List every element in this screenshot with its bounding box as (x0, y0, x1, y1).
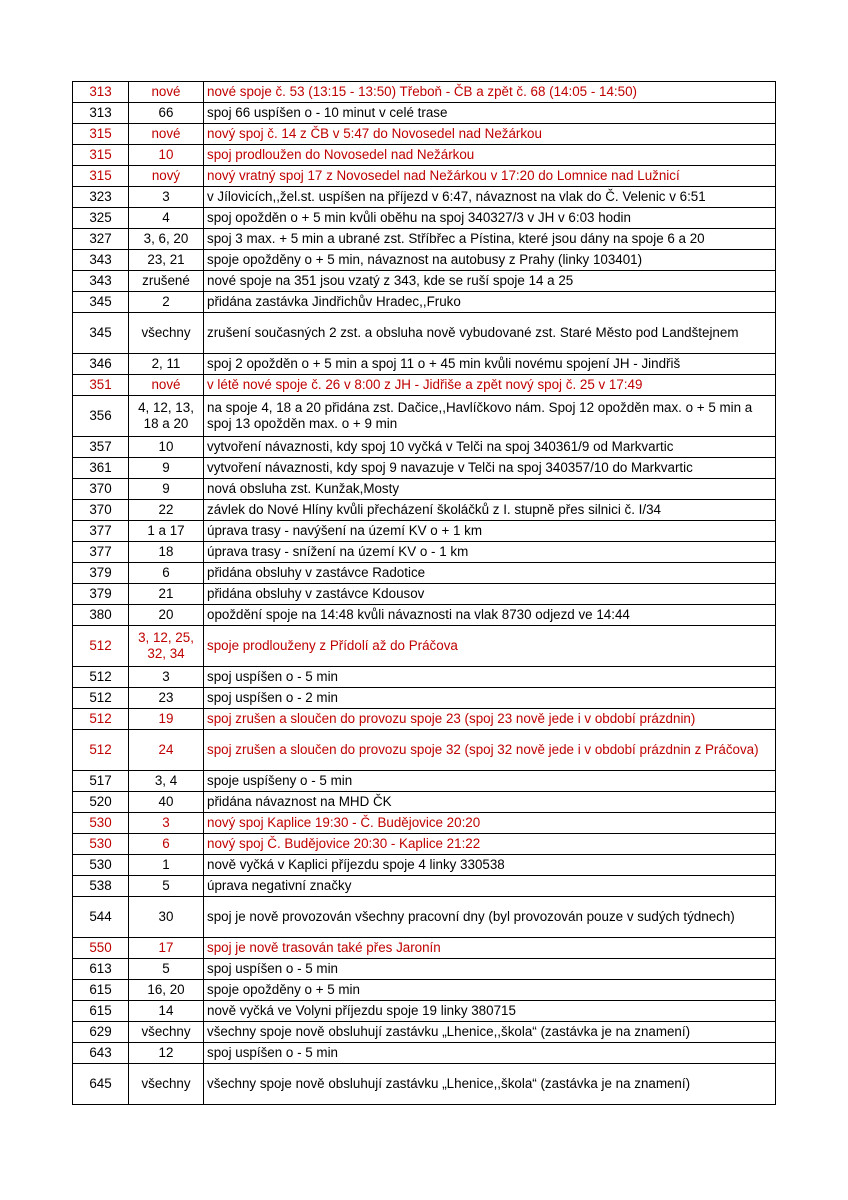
change-description-cell: spoj uspíšen o - 5 min (204, 667, 776, 688)
change-description-cell: na spoje 4, 18 a 20 přidána zst. Dačice,,Havlíčkovo nám. Spoj 12 opožděn max. o + 5 min a spoj 13 opožděn max. o + 9 min (204, 396, 776, 437)
line-number-cell: 325 (73, 208, 129, 229)
change-description-cell: spoj uspíšen o - 5 min (204, 1043, 776, 1064)
table-body (73, 82, 776, 1105)
table-row (73, 500, 776, 521)
table-row (73, 187, 776, 208)
line-number-cell: 538 (73, 876, 129, 897)
change-description-cell: spoje prodlouženy z Přídolí až do Práčova (204, 626, 776, 667)
trip-numbers-cell: 12 (129, 1043, 204, 1064)
line-number-cell: 530 (73, 813, 129, 834)
table-row (73, 124, 776, 145)
trip-numbers-cell: nový (129, 166, 204, 187)
line-number-cell: 361 (73, 458, 129, 479)
trip-numbers-cell: 22 (129, 500, 204, 521)
trip-numbers-cell: 4 (129, 208, 204, 229)
change-description-cell: úprava negativní značky (204, 876, 776, 897)
table-row (73, 730, 776, 771)
trip-numbers-cell: 30 (129, 897, 204, 938)
line-number-cell: 315 (73, 145, 129, 166)
line-number-cell: 530 (73, 855, 129, 876)
trip-numbers-cell: 18 (129, 542, 204, 563)
trip-numbers-cell: 4, 12, 13, 18 a 20 (129, 396, 204, 437)
line-number-cell: 512 (73, 709, 129, 730)
change-description-cell: nově vyčká v Kaplici příjezdu spoje 4 linky 330538 (204, 855, 776, 876)
table-row (73, 1043, 776, 1064)
timetable-changes-table (72, 81, 776, 1105)
table-row (73, 82, 776, 103)
line-number-cell: 343 (73, 250, 129, 271)
trip-numbers-cell: 10 (129, 437, 204, 458)
change-description-cell: nový spoj č. 14 z ČB v 5:47 do Novosedel nad Nežárkou (204, 124, 776, 145)
trip-numbers-cell: 6 (129, 834, 204, 855)
trip-numbers-cell: všechny (129, 313, 204, 354)
trip-numbers-cell: všechny (129, 1022, 204, 1043)
table-row (73, 855, 776, 876)
change-description-cell: spoj 3 max. + 5 min a ubrané zst. Stříbřec a Pístina, které jsou dány na spoje 6 a 20 (204, 229, 776, 250)
change-description-cell: v létě nové spoje č. 26 v 8:00 z JH - Jidřiše a zpět nový spoj č. 25 v 17:49 (204, 375, 776, 396)
table-row (73, 1001, 776, 1022)
line-number-cell: 643 (73, 1043, 129, 1064)
trip-numbers-cell: 1 (129, 855, 204, 876)
table-row (73, 313, 776, 354)
line-number-cell: 357 (73, 437, 129, 458)
table-row (73, 208, 776, 229)
change-description-cell: spoje opožděny o + 5 min (204, 980, 776, 1001)
change-description-cell: spoj opožděn o + 5 min kvůli oběhu na spoj 340327/3 v JH v 6:03 hodin (204, 208, 776, 229)
change-description-cell: úprava trasy - navýšení na území KV o + 1 km (204, 521, 776, 542)
line-number-cell: 380 (73, 605, 129, 626)
table-row (73, 813, 776, 834)
line-number-cell: 351 (73, 375, 129, 396)
trip-numbers-cell: 23, 21 (129, 250, 204, 271)
table-row (73, 667, 776, 688)
trip-numbers-cell: všechny (129, 1064, 204, 1105)
change-description-cell: spoj 66 uspíšen o - 10 minut v celé trase (204, 103, 776, 124)
trip-numbers-cell: zrušené (129, 271, 204, 292)
line-number-cell: 327 (73, 229, 129, 250)
change-description-cell: nové spoje na 351 jsou vzatý z 343, kde se ruší spoje 14 a 25 (204, 271, 776, 292)
change-description-cell: spoj je nově trasován také přes Jaronín (204, 938, 776, 959)
trip-numbers-cell: 40 (129, 792, 204, 813)
line-number-cell: 645 (73, 1064, 129, 1105)
line-number-cell: 377 (73, 542, 129, 563)
line-number-cell: 313 (73, 103, 129, 124)
table-row (73, 980, 776, 1001)
trip-numbers-cell: 3 (129, 667, 204, 688)
change-description-cell: přidána obsluhy v zastávce Kdousov (204, 584, 776, 605)
trip-numbers-cell: 1 a 17 (129, 521, 204, 542)
table-row (73, 271, 776, 292)
line-number-cell: 379 (73, 584, 129, 605)
table-row (73, 292, 776, 313)
line-number-cell: 370 (73, 479, 129, 500)
change-description-cell: v Jílovicích,,žel.st. uspíšen na příjezd v 6:47, návaznost na vlak do Č. Velenic v 6:51 (204, 187, 776, 208)
table-row (73, 396, 776, 437)
line-number-cell: 377 (73, 521, 129, 542)
line-number-cell: 512 (73, 667, 129, 688)
line-number-cell: 512 (73, 626, 129, 667)
table-row (73, 771, 776, 792)
change-description-cell: nová obsluha zst. Kunžak,Mosty (204, 479, 776, 500)
line-number-cell: 530 (73, 834, 129, 855)
change-description-cell: spoj uspíšen o - 5 min (204, 959, 776, 980)
line-number-cell: 370 (73, 500, 129, 521)
table-row (73, 103, 776, 124)
table-row (73, 458, 776, 479)
line-number-cell: 356 (73, 396, 129, 437)
change-description-cell: spoj prodloužen do Novosedel nad Nežárkou (204, 145, 776, 166)
line-number-cell: 517 (73, 771, 129, 792)
trip-numbers-cell: 10 (129, 145, 204, 166)
line-number-cell: 343 (73, 271, 129, 292)
change-description-cell: nově vyčká ve Volyni příjezdu spoje 19 linky 380715 (204, 1001, 776, 1022)
trip-numbers-cell: 3, 6, 20 (129, 229, 204, 250)
trip-numbers-cell: 3 (129, 187, 204, 208)
trip-numbers-cell: 24 (129, 730, 204, 771)
trip-numbers-cell: 5 (129, 876, 204, 897)
trip-numbers-cell: 5 (129, 959, 204, 980)
table-row (73, 354, 776, 375)
trip-numbers-cell: 19 (129, 709, 204, 730)
table-row (73, 521, 776, 542)
change-description-cell: spoj 2 opožděn o + 5 min a spoj 11 o + 45 min kvůli novému spojení JH - Jindřiš (204, 354, 776, 375)
table-row (73, 605, 776, 626)
trip-numbers-cell: 20 (129, 605, 204, 626)
trip-numbers-cell: 9 (129, 458, 204, 479)
line-number-cell: 512 (73, 730, 129, 771)
change-description-cell: nový vratný spoj 17 z Novosedel nad Nežárkou v 17:20 do Lomnice nad Lužnicí (204, 166, 776, 187)
change-description-cell: přidána návaznost na MHD ČK (204, 792, 776, 813)
trip-numbers-cell: 17 (129, 938, 204, 959)
change-description-cell: spoje uspíšeny o - 5 min (204, 771, 776, 792)
trip-numbers-cell: 9 (129, 479, 204, 500)
line-number-cell: 520 (73, 792, 129, 813)
trip-numbers-cell: 2 (129, 292, 204, 313)
trip-numbers-cell: 2, 11 (129, 354, 204, 375)
change-description-cell: úprava trasy - snížení na území KV o - 1 km (204, 542, 776, 563)
change-description-cell: spoj je nově provozován všechny pracovní dny (byl provozován pouze v sudých týdnech) (204, 897, 776, 938)
change-description-cell: všechny spoje nově obsluhují zastávku „Lhenice,,škola“ (zastávka je na znamení) (204, 1022, 776, 1043)
table-row (73, 709, 776, 730)
table-row (73, 584, 776, 605)
change-description-cell: závlek do Nové Hlíny kvůli přecházení školáčků z I. stupně přes silnici č. I/34 (204, 500, 776, 521)
table-row (73, 876, 776, 897)
change-description-cell: všechny spoje nově obsluhují zastávku „Lhenice,,škola“ (zastávka je na znamení) (204, 1064, 776, 1105)
trip-numbers-cell: 66 (129, 103, 204, 124)
change-description-cell: spoj zrušen a sloučen do provozu spoje 23 (spoj 23 nově jede i v období prázdnin) (204, 709, 776, 730)
line-number-cell: 615 (73, 1001, 129, 1022)
trip-numbers-cell: 3 (129, 813, 204, 834)
change-description-cell: spoj uspíšen o - 2 min (204, 688, 776, 709)
table-row (73, 479, 776, 500)
table-row (73, 792, 776, 813)
change-description-cell: nový spoj Kaplice 19:30 - Č. Budějovice 20:20 (204, 813, 776, 834)
trip-numbers-cell: nové (129, 375, 204, 396)
line-number-cell: 613 (73, 959, 129, 980)
trip-numbers-cell: 23 (129, 688, 204, 709)
line-number-cell: 313 (73, 82, 129, 103)
table-row (73, 229, 776, 250)
table-row (73, 959, 776, 980)
trip-numbers-cell: 14 (129, 1001, 204, 1022)
table-row (73, 563, 776, 584)
table-row (73, 1064, 776, 1105)
line-number-cell: 550 (73, 938, 129, 959)
table-row (73, 375, 776, 396)
line-number-cell: 323 (73, 187, 129, 208)
change-description-cell: spoj zrušen a sloučen do provozu spoje 32 (spoj 32 nově jede i v období prázdnin z Práčova) (204, 730, 776, 771)
change-description-cell: přidána obsluhy v zastávce Radotice (204, 563, 776, 584)
table-row (73, 1022, 776, 1043)
trip-numbers-cell: 21 (129, 584, 204, 605)
table-row (73, 542, 776, 563)
table-row (73, 688, 776, 709)
change-description-cell: spoje opožděny o + 5 min, návaznost na autobusy z Prahy (linky 103401) (204, 250, 776, 271)
change-description-cell: zrušení současných 2 zst. a obsluha nově vybudované zst. Staré Město pod Landštejnem (204, 313, 776, 354)
line-number-cell: 315 (73, 124, 129, 145)
trip-numbers-cell: nové (129, 82, 204, 103)
line-number-cell: 379 (73, 563, 129, 584)
change-description-cell: vytvoření návaznosti, kdy spoj 10 vyčká v Telči na spoj 340361/9 od Markvartic (204, 437, 776, 458)
change-description-cell: přidána zastávka Jindřichův Hradec,,Fruko (204, 292, 776, 313)
trip-numbers-cell: 6 (129, 563, 204, 584)
change-description-cell: nové spoje č. 53 (13:15 - 13:50) Třeboň - ČB a zpět č. 68 (14:05 - 14:50) (204, 82, 776, 103)
line-number-cell: 346 (73, 354, 129, 375)
change-description-cell: opoždění spoje na 14:48 kvůli návaznosti na vlak 8730 odjezd ve 14:44 (204, 605, 776, 626)
trip-numbers-cell: 3, 12, 25, 32, 34 (129, 626, 204, 667)
change-description-cell: nový spoj Č. Budějovice 20:30 - Kaplice 21:22 (204, 834, 776, 855)
table-row (73, 834, 776, 855)
table-row (73, 938, 776, 959)
line-number-cell: 629 (73, 1022, 129, 1043)
line-number-cell: 345 (73, 292, 129, 313)
line-number-cell: 345 (73, 313, 129, 354)
table-row (73, 166, 776, 187)
table-row (73, 145, 776, 166)
table-row (73, 437, 776, 458)
table-row (73, 897, 776, 938)
trip-numbers-cell: 3, 4 (129, 771, 204, 792)
table-row (73, 626, 776, 667)
line-number-cell: 544 (73, 897, 129, 938)
change-description-cell: vytvoření návaznosti, kdy spoj 9 navazuje v Telči na spoj 340357/10 do Markvartic (204, 458, 776, 479)
trip-numbers-cell: 16, 20 (129, 980, 204, 1001)
table-row (73, 250, 776, 271)
line-number-cell: 315 (73, 166, 129, 187)
trip-numbers-cell: nové (129, 124, 204, 145)
line-number-cell: 512 (73, 688, 129, 709)
line-number-cell: 615 (73, 980, 129, 1001)
